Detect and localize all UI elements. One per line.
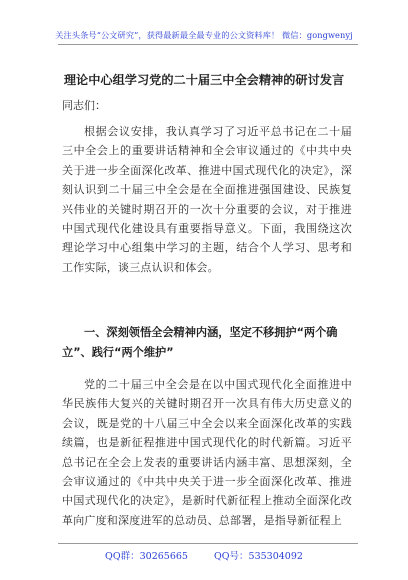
document-title: 理论中心组学习党的二十届三中全会精神的研讨发言: [63, 73, 345, 87]
footer-qq: QQ号：535304092: [213, 551, 303, 562]
section-heading-1: 一、深刻领悟全会精神内涵，坚定不移拥护“两个确立”、践行“两个维护”: [62, 326, 338, 359]
footer-divider: [58, 543, 358, 544]
header-banner: 关注头条号“公文研究”，获得最新最全最专业的公文资料库！ 微信：gongwenyj: [55, 30, 353, 40]
salutation: 同志们：: [62, 99, 106, 112]
body-paragraph-1: 根据会议安排，我认真学习了习近平总书记在二十届三中全会上的重要讲话精神和全会审议通过的《中共中央关于进一步全面深化改革、推进中国式现代化的决定》，深刻认识到二十届三中全会是在全面推进强国建设、民族复兴伟业的关键时期召开的一次十分重要的会议，对于推进中国式现代化建设具有重要指导意义。下面，我围绕这次理论学习中心组集中学习的主题，结合个人学习、思考和工作实际，谈三点认识和体会。: [62, 125, 352, 274]
footer-contacts: [0, 548, 408, 562]
footer-qq-group: QQ群：30265665: [105, 551, 188, 562]
header-divider: [58, 44, 358, 45]
body-paragraph-2: 党的二十届三中全会是在以中国式现代化全面推进中华民族伟大复兴的关键时期召开一次具有伟大历史意义的会议，既是党的十八届三中全会以来全面深化改革的实践续篇，也是新征程推进中国式现代化的时代新篇。习近平总书记在全会上发表的重要讲话内涵丰富、思想深刻，全会审议通过的《中共中央关于进一步全面深化改革、推进中国式现代化的决定》，是新时代新征程上推动全面深化改革向广度和深度进军的总动员、总部署，是指导新征程上: [62, 378, 352, 527]
